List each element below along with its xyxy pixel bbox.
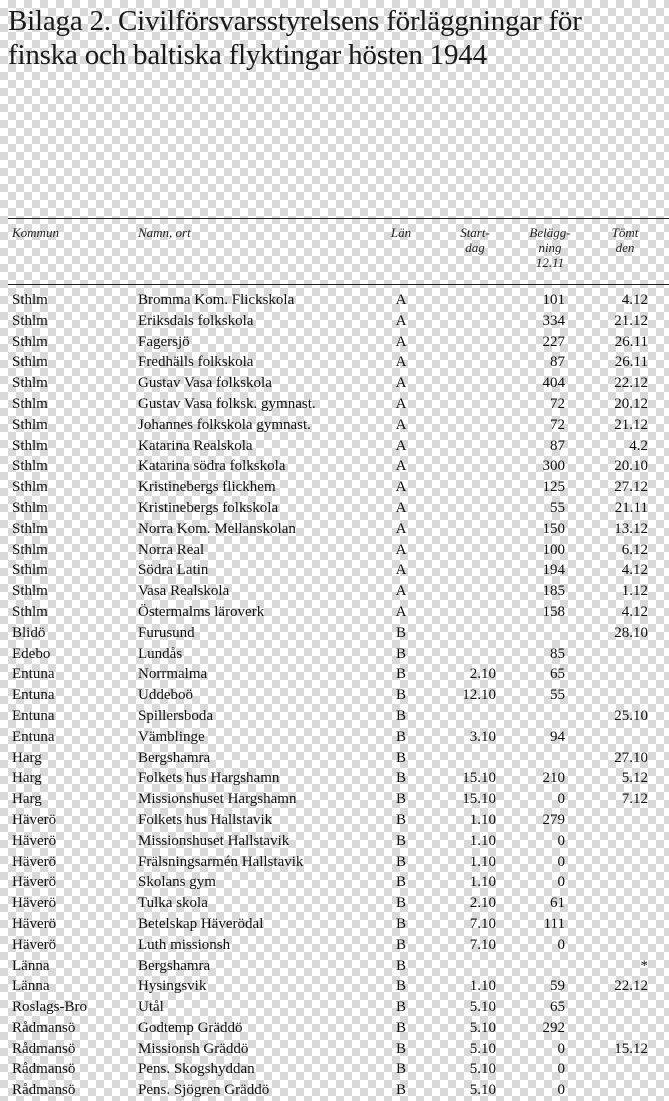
cell-kommun: Harg [12, 791, 42, 808]
cell-belaggning: 300 [542, 458, 565, 475]
cell-belaggning: 55 [550, 687, 565, 704]
cell-namn: Tulka skola [138, 895, 208, 912]
cell-tomt: 7.12 [621, 791, 648, 808]
table-row [0, 997, 669, 1018]
table-row [0, 685, 669, 706]
cell-lan: A [395, 583, 407, 600]
cell-belaggning: 0 [557, 874, 565, 891]
header-startdag-line1: Start- [460, 225, 490, 240]
table-top-rule [8, 218, 669, 219]
cell-namn: Katarina södra folkskola [138, 458, 286, 475]
cell-namn: Bergshamra [138, 749, 211, 766]
cell-kommun: Häverö [12, 915, 57, 932]
cell-kommun: Sthlm [12, 312, 48, 329]
cell-lan: A [395, 375, 407, 392]
cell-belaggning: 292 [542, 1019, 565, 1036]
cell-lan: B [395, 999, 406, 1016]
cell-belaggning: 210 [542, 770, 565, 787]
cell-lan: A [395, 520, 407, 537]
cell-kommun: Sthlm [12, 354, 48, 371]
table-row [0, 727, 669, 748]
cell-namn: Skolans gym [138, 874, 216, 891]
cell-kommun: Entuna [12, 707, 55, 724]
cell-lan: B [395, 895, 406, 912]
cell-belaggning: 72 [550, 416, 565, 433]
table-row [0, 352, 669, 373]
table-row [0, 872, 669, 893]
table-row [0, 935, 669, 956]
cell-namn: Missionshuset Hallstavik [138, 832, 290, 849]
cell-belaggning: 87 [550, 437, 565, 454]
cell-kommun: Häverö [12, 832, 57, 849]
table-body [0, 290, 669, 1101]
cell-belaggning: 101 [542, 292, 565, 308]
cell-startdag: 1.10 [469, 811, 496, 828]
table-row [0, 581, 669, 602]
cell-kommun: Entuna [12, 728, 55, 745]
cell-lan: B [395, 687, 406, 704]
cell-kommun: Häverö [12, 874, 57, 891]
cell-belaggning: 61 [550, 895, 565, 912]
table-row [0, 477, 669, 498]
cell-namn: Fredhälls folkskola [138, 354, 254, 371]
cell-kommun: Rådmansö [12, 1082, 76, 1099]
cell-tomt: 6.12 [621, 541, 648, 558]
table-row [0, 748, 669, 769]
cell-lan: A [395, 562, 407, 579]
cell-lan: A [395, 395, 407, 412]
cell-namn: Norra Kom. Mellanskolan [138, 520, 296, 537]
cell-lan: B [395, 645, 406, 662]
cell-belaggning: 0 [557, 832, 565, 849]
cell-kommun: Edebo [12, 645, 51, 662]
cell-startdag: 5.10 [469, 1019, 496, 1036]
cell-tomt: 27.10 [614, 749, 648, 766]
cell-kommun: Sthlm [12, 603, 48, 620]
table-row [0, 394, 669, 415]
cell-lan: A [395, 541, 407, 558]
cell-lan: B [395, 749, 406, 766]
cell-kommun: Harg [12, 770, 42, 787]
table-row [0, 540, 669, 561]
cell-belaggning: 158 [542, 603, 565, 620]
cell-tomt: 4.12 [621, 562, 648, 579]
cell-namn: Johannes folkskola gymnast. [138, 416, 311, 433]
header-tomt [600, 225, 650, 255]
cell-belaggning: 125 [542, 479, 565, 496]
cell-belaggning: 227 [542, 333, 565, 350]
cell-kommun: Entuna [12, 687, 55, 704]
table-row [0, 644, 669, 665]
cell-lan: B [395, 936, 406, 953]
cell-tomt: 22.12 [614, 978, 648, 995]
cell-lan: A [395, 437, 407, 454]
cell-namn: Pens. Sjögren Gräddö [138, 1082, 270, 1099]
cell-startdag: 15.10 [462, 791, 496, 808]
cell-tomt: 1.12 [621, 583, 648, 600]
cell-namn: Utål [138, 999, 164, 1016]
cell-namn: Bromma Kom. Flickskola [138, 292, 295, 308]
table-header-rule [8, 284, 669, 285]
table-row [0, 415, 669, 436]
cell-startdag: 2.10 [469, 666, 496, 683]
cell-lan: B [395, 874, 406, 891]
cell-belaggning: 185 [542, 583, 565, 600]
table-row [0, 706, 669, 727]
table-row [0, 664, 669, 685]
cell-lan: B [395, 957, 406, 974]
table-row [0, 956, 669, 977]
header-kommun: Kommun [12, 225, 59, 240]
table-row [0, 436, 669, 457]
cell-belaggning: 85 [550, 645, 565, 662]
cell-lan: A [395, 416, 407, 433]
cell-lan: A [395, 479, 407, 496]
cell-kommun: Sthlm [12, 333, 48, 350]
cell-tomt: 21.12 [614, 416, 648, 433]
cell-belaggning: 0 [557, 1061, 565, 1078]
cell-lan: B [395, 811, 406, 828]
cell-kommun: Sthlm [12, 292, 48, 308]
cell-namn: Vasa Realskola [138, 583, 230, 600]
cell-kommun: Häverö [12, 895, 57, 912]
cell-lan: A [395, 312, 407, 329]
cell-lan: A [395, 458, 407, 475]
cell-namn: Furusund [138, 624, 195, 641]
header-belaggning-line2: ning [538, 240, 562, 255]
cell-startdag: 15.10 [462, 770, 496, 787]
cell-kommun: Häverö [12, 936, 57, 953]
cell-namn: Betelskap Häverödal [138, 915, 264, 932]
cell-namn: Folkets hus Hargshamn [138, 770, 280, 787]
cell-namn: Kristinebergs folkskola [138, 499, 279, 516]
table-row [0, 810, 669, 831]
cell-belaggning: 65 [550, 999, 565, 1016]
cell-lan: B [395, 978, 406, 995]
cell-belaggning: 72 [550, 395, 565, 412]
cell-belaggning: 0 [557, 853, 565, 870]
cell-namn: Spillersboda [138, 707, 213, 724]
cell-namn: Frälsningsarmén Hallstavik [138, 853, 304, 870]
header-tomt-line2: den [615, 240, 635, 255]
cell-tomt: 5.12 [621, 770, 648, 787]
cell-belaggning: 279 [542, 811, 565, 828]
cell-belaggning: 55 [550, 499, 565, 516]
cell-lan: B [395, 1082, 406, 1099]
cell-belaggning: 0 [557, 791, 565, 808]
cell-namn: Pens. Skogshyddan [138, 1061, 255, 1078]
cell-belaggning: 65 [550, 666, 565, 683]
table-row [0, 1059, 669, 1080]
table-row [0, 768, 669, 789]
cell-startdag: 1.10 [469, 978, 496, 995]
cell-kommun: Rådmansö [12, 1040, 76, 1057]
table-row [0, 311, 669, 332]
cell-kommun: Sthlm [12, 375, 48, 392]
cell-namn: Gustav Vasa folksk. gymnast. [138, 395, 316, 412]
cell-namn: Hysingsvik [138, 978, 207, 995]
header-lan: Län [390, 225, 412, 240]
cell-tomt: 25.10 [614, 707, 648, 724]
table-row [0, 332, 669, 353]
cell-startdag: 5.10 [469, 1082, 496, 1099]
cell-startdag: 5.10 [469, 1061, 496, 1078]
cell-kommun: Rådmansö [12, 1019, 76, 1036]
cell-tomt: 26.11 [614, 333, 648, 350]
cell-tomt: 26.11 [614, 354, 648, 371]
cell-lan: A [395, 603, 407, 620]
header-belaggning-line1: Belägg- [529, 225, 571, 240]
cell-lan: B [395, 915, 406, 932]
table-row [0, 914, 669, 935]
cell-startdag: 12.10 [462, 687, 496, 704]
cell-namn: Folkets hus Hallstavik [138, 811, 273, 828]
table-row [0, 893, 669, 914]
cell-kommun: Häverö [12, 811, 57, 828]
cell-tomt: 22.12 [614, 375, 648, 392]
cell-kommun: Harg [12, 749, 42, 766]
cell-startdag: 7.10 [469, 915, 496, 932]
table-row [0, 789, 669, 810]
cell-belaggning: 150 [542, 520, 565, 537]
cell-lan: B [395, 666, 406, 683]
table-row [0, 976, 669, 997]
cell-lan: B [395, 770, 406, 787]
cell-namn: Kristinebergs flickhem [138, 479, 276, 496]
cell-tomt: 21.12 [614, 312, 648, 329]
header-belaggning-line3: 12.11 [535, 255, 565, 270]
cell-namn: Missionsh Gräddö [138, 1040, 249, 1057]
table-row [0, 852, 669, 873]
cell-kommun: Roslags-Bro [12, 999, 87, 1016]
cell-tomt: 13.12 [614, 520, 648, 537]
cell-startdag: 5.10 [469, 999, 496, 1016]
cell-belaggning: 404 [542, 375, 565, 392]
header-belaggning [520, 225, 580, 270]
cell-startdag: 5.10 [469, 1040, 496, 1057]
cell-belaggning: 87 [550, 354, 565, 371]
cell-tomt: * [640, 957, 648, 974]
cell-lan: B [395, 1061, 406, 1078]
cell-lan: B [395, 707, 406, 724]
cell-namn: Östermalms läroverk [138, 603, 265, 620]
cell-lan: B [395, 624, 406, 641]
cell-namn: Lundås [138, 645, 183, 662]
cell-startdag: 3.10 [469, 728, 496, 745]
cell-tomt: 20.12 [614, 395, 648, 412]
cell-tomt: 28.10 [614, 624, 648, 641]
cell-kommun: Sthlm [12, 541, 48, 558]
cell-tomt: 15.12 [614, 1040, 648, 1057]
cell-belaggning: 0 [557, 936, 565, 953]
cell-kommun: Sthlm [12, 416, 48, 433]
cell-tomt: 4.12 [621, 292, 648, 308]
page-title: Bilaga 2. Civilförsvarsstyrelsens förläggningar för finska och baltiska flyktingar hösten 1944 [8, 5, 582, 71]
header-namn: Namn, ort [138, 225, 191, 240]
cell-tomt: 4.2 [629, 437, 648, 454]
cell-kommun: Sthlm [12, 520, 48, 537]
header-startdag [450, 225, 500, 255]
cell-belaggning: 0 [557, 1040, 565, 1057]
table-row [0, 290, 669, 311]
cell-kommun: Sthlm [12, 437, 48, 454]
cell-kommun: Sthlm [12, 562, 48, 579]
cell-kommun: Sthlm [12, 583, 48, 600]
header-startdag-line2: dag [465, 240, 485, 255]
cell-belaggning: 0 [557, 1082, 565, 1099]
table-row [0, 831, 669, 852]
cell-lan: A [395, 292, 407, 308]
cell-startdag: 7.10 [469, 936, 496, 953]
cell-belaggning: 334 [542, 312, 565, 329]
cell-namn: Södra Latin [138, 562, 209, 579]
cell-kommun: Rådmansö [12, 1061, 76, 1078]
cell-namn: Eriksdals folkskola [138, 312, 254, 329]
table-row [0, 519, 669, 540]
cell-kommun: Häverö [12, 853, 57, 870]
cell-lan: B [395, 832, 406, 849]
cell-namn: Missionshuset Hargshamn [138, 791, 297, 808]
cell-namn: Norrmalma [138, 666, 208, 683]
cell-tomt: 4.12 [621, 603, 648, 620]
cell-kommun: Länna [12, 978, 50, 995]
cell-namn: Uddeboö [138, 687, 193, 704]
cell-belaggning: 59 [550, 978, 565, 995]
cell-startdag: 1.10 [469, 832, 496, 849]
cell-namn: Norra Real [138, 541, 205, 558]
cell-belaggning: 194 [542, 562, 565, 579]
cell-lan: A [395, 354, 407, 371]
table-row [0, 373, 669, 394]
cell-namn: Katarina Realskola [138, 437, 253, 454]
cell-kommun: Sthlm [12, 479, 48, 496]
cell-lan: A [395, 333, 407, 350]
cell-tomt: 27.12 [614, 479, 648, 496]
table-row [0, 1039, 669, 1060]
table-row [0, 623, 669, 644]
cell-kommun: Sthlm [12, 458, 48, 475]
cell-kommun: Länna [12, 957, 50, 974]
cell-namn: Godtemp Gräddö [138, 1019, 243, 1036]
cell-namn: Luth missionsh [138, 936, 231, 953]
cell-tomt: 21.11 [614, 499, 648, 516]
cell-startdag: 1.10 [469, 853, 496, 870]
cell-lan: B [395, 853, 406, 870]
cell-lan: B [395, 728, 406, 745]
cell-kommun: Entuna [12, 666, 55, 683]
header-tomt-line1: Tömt [611, 225, 639, 240]
cell-namn: Vämblinge [138, 728, 205, 745]
cell-namn: Gustav Vasa folkskola [138, 375, 272, 392]
cell-lan: B [395, 1019, 406, 1036]
cell-namn: Fagersjö [138, 333, 190, 350]
table-row [0, 1080, 669, 1101]
cell-belaggning: 94 [550, 728, 565, 745]
cell-lan: B [395, 791, 406, 808]
cell-startdag: 2.10 [469, 895, 496, 912]
table-row [0, 1018, 669, 1039]
cell-lan: B [395, 1040, 406, 1057]
cell-belaggning: 100 [542, 541, 565, 558]
cell-belaggning: 111 [543, 915, 565, 932]
table-row [0, 498, 669, 519]
table-row [0, 456, 669, 477]
cell-kommun: Blidö [12, 624, 46, 641]
cell-lan: A [395, 499, 407, 516]
cell-tomt: 20.10 [614, 458, 648, 475]
table-row [0, 602, 669, 623]
cell-namn: Bergshamra [138, 957, 211, 974]
cell-kommun: Sthlm [12, 499, 48, 516]
cell-startdag: 1.10 [469, 874, 496, 891]
cell-kommun: Sthlm [12, 395, 48, 412]
table-row [0, 560, 669, 581]
